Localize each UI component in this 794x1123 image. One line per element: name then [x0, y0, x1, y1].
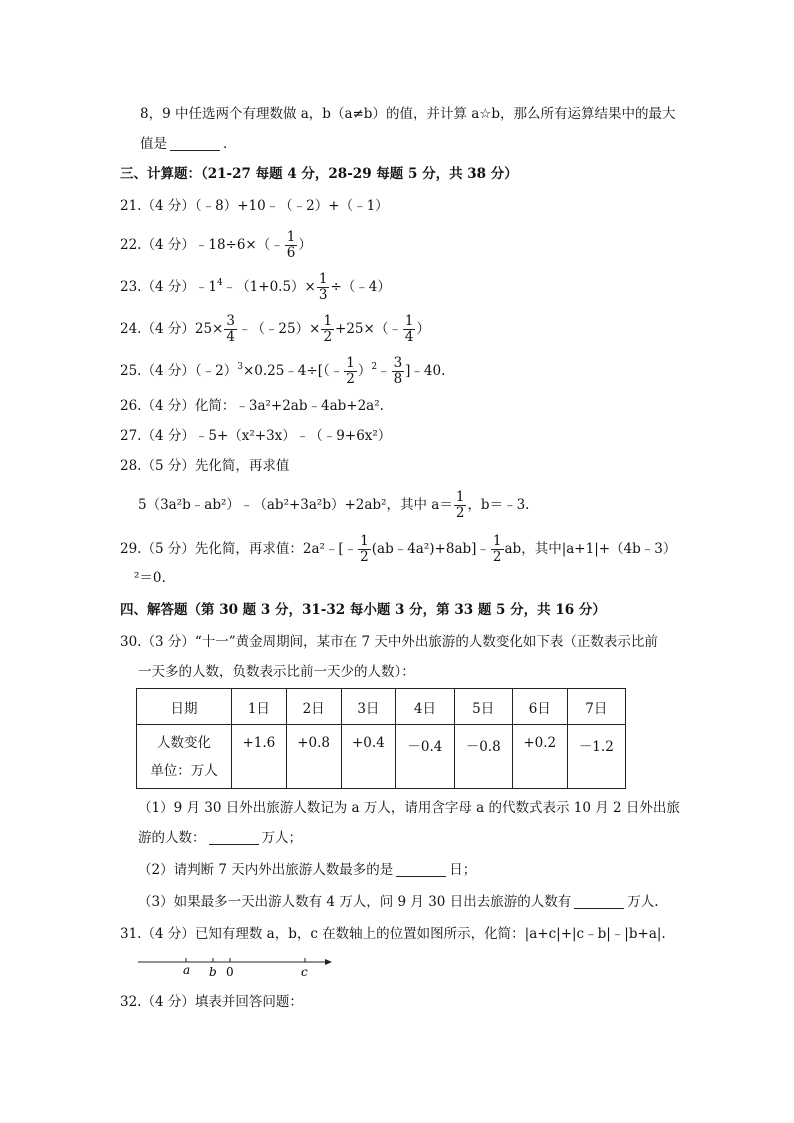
table-header-cell: 1日 — [232, 689, 287, 725]
fraction: $\frac{1}{2}$ — [492, 533, 502, 565]
fraction: $\frac{1}{2}$ — [346, 355, 355, 387]
axis-arrow — [325, 959, 332, 965]
table-header-cell: 7日 — [567, 689, 625, 725]
question-30-line2: 一天多的人数，负数表示比前一天少的人数）： — [138, 664, 415, 680]
axis-label-c: c — [301, 965, 308, 979]
question-29: 29.（5 分）先化简，再求值：2a²﹣[﹣ $\frac{1}{2}$ (ab﹣4a²)+8ab]﹣ $\frac{1}{2}$ ab，其中|a+1|+（4b﹣3） — [120, 533, 677, 565]
fraction: $\frac{1}{4}$ — [404, 313, 414, 345]
question-22: 22.（4 分）﹣18÷6×（﹣ $\frac{1}{6}$ ） — [120, 229, 312, 261]
question-25: 25.（4 分）（﹣2）$^3$×0.25﹣4÷[（﹣ $\frac{1}{2}$ ）$^2$﹣ $\frac{3}{8}$ ]﹣40. — [120, 355, 446, 387]
answer-blank — [209, 830, 259, 845]
question-28-heading: 28.（5 分）先化简，再求值 — [120, 458, 290, 474]
table-header-cell: 2日 — [286, 689, 341, 725]
question-continuation-2: 值是 . — [140, 136, 228, 152]
fraction: $\frac{3}{4}$ — [226, 313, 235, 345]
table-cell: +1.6 — [232, 725, 287, 789]
table-cell: +0.2 — [512, 725, 567, 789]
question-27: 27.（4 分）﹣5+（x²+3x）﹣（﹣9+6x²） — [120, 428, 392, 444]
row-label-unit: 单位：万人 — [150, 762, 218, 779]
row-label-line: 人数变化 — [157, 734, 211, 751]
answer-blank — [574, 894, 624, 909]
answer-blank — [170, 136, 220, 151]
question-26: 26.（4 分）化简：﹣3a²+2ab﹣4ab+2a². — [120, 398, 384, 414]
table-row — [137, 725, 626, 789]
section-three-heading: 三、计算题：（21-27 每题 4 分，28-29 每题 5 分，共 38 分） — [120, 166, 518, 182]
question-30-part1: （1）9 月 30 日外出旅游人数记为 a 万人，请用含字母 a 的代数式表示 10 月 2 日外出旅 — [138, 800, 680, 816]
number-line — [138, 952, 338, 982]
question-24: 24.（4 分）25× $\frac{3}{4}$ ﹣（﹣25）× $\frac{1}{2}$ +25×（﹣ $\frac{1}{4}$ ） — [120, 313, 430, 345]
table-header-cell: 4日 — [396, 689, 454, 725]
question-31: 31.（4 分）已知有理数 a，b，c 在数轴上的位置如图所示，化简：|a+c|+|c﹣b|﹣|b+a|. — [120, 926, 666, 942]
fraction: $\frac{1}{2}$ — [360, 533, 369, 565]
answer-blank — [396, 862, 446, 877]
table-row-label — [137, 725, 232, 789]
question-23: 23.（4 分）$﹣1^4﹣(1+0.5)\times$ $\frac{1}{3}$ ÷（﹣4） — [120, 271, 391, 303]
question-21: 21.（4 分）（﹣8）+10﹣（﹣2）+（﹣1） — [120, 198, 389, 214]
question-28-expression: 5（3a²b﹣ab²）﹣（ab²+3a²b）+2ab²，其中 a＝ $\frac{1}{2}$ ，b＝﹣3. — [138, 489, 530, 521]
tourism-table — [136, 688, 626, 789]
question-29-tail: ²＝0. — [134, 570, 166, 586]
table-header-cell: 5日 — [454, 689, 512, 725]
table-header-row — [137, 689, 626, 725]
axis-label-a: a — [183, 963, 191, 977]
table-header-cell: 3日 — [341, 689, 396, 725]
table-header-cell: 6日 — [512, 689, 567, 725]
fraction: $\frac{3}{8}$ — [393, 355, 403, 387]
question-30-line1: 30.（3 分）“十一”黄金周期间，某市在 7 天中外出旅游的人数变化如下表（正数表示比前 — [120, 634, 658, 650]
table-cell: +0.8 — [286, 725, 341, 789]
question-30-part2: （2）请判断 7 天内外出旅游人数最多的是 日； — [138, 862, 477, 878]
question-30-part1-answer: 游的人数： 万人； — [138, 830, 302, 846]
table-cell: +0.4 — [341, 725, 396, 789]
question-continuation: 8，9 中任选两个有理数做 a，b（a≠b）的值，并计算 a☆b，那么所有运算结果中的最大 — [140, 106, 676, 122]
question-30-part3: （3）如果最多一天出游人数有 4 万人，问 9 月 30 日出去旅游的人数有 万人. — [138, 894, 659, 910]
table-cell: －0.4 — [396, 725, 454, 789]
axis-label-b: b — [209, 965, 217, 979]
table-cell: －0.8 — [454, 725, 512, 789]
table-cell: －1.2 — [567, 725, 625, 789]
section-four-heading: 四、解答题（第 30 题 3 分，31-32 每小题 3 分，第 33 题 5 分，共 16 分） — [120, 602, 606, 618]
fraction: $\frac{1}{2}$ — [455, 489, 465, 521]
fraction: $\frac{1}{3}$ — [318, 271, 328, 303]
question-32: 32.（4 分）填表并回答问题： — [120, 994, 303, 1010]
table-header-cell: 日期 — [137, 689, 232, 725]
fraction: $\frac{1}{6}$ — [286, 229, 296, 261]
fraction: $\frac{1}{2}$ — [323, 313, 333, 345]
axis-label-zero: 0 — [226, 965, 234, 979]
